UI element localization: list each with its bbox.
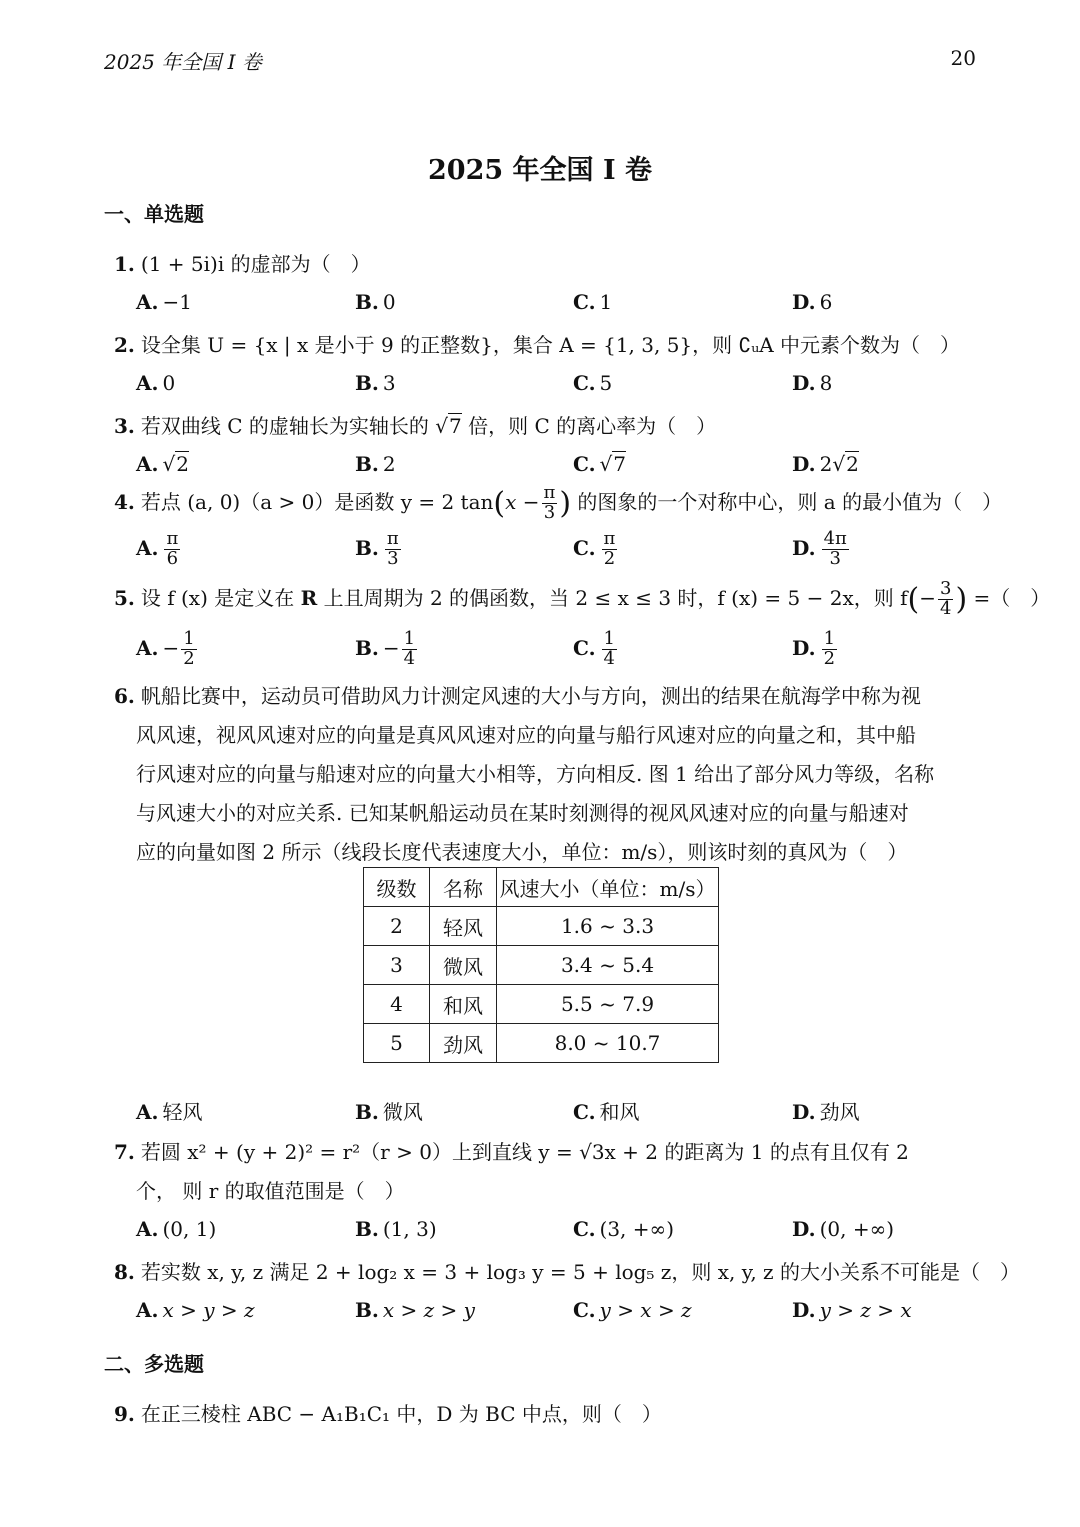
question-text: 若双曲线 C 的虚轴长为实轴长的 <box>140 414 436 438</box>
option-b <box>355 1096 423 1125</box>
paren-open: ( <box>493 485 506 521</box>
sqrt-sign: 2√ <box>819 452 846 476</box>
question-number: 4. <box>114 489 135 514</box>
table-cell: 5 <box>364 1024 430 1063</box>
sqrt-sign: √ <box>162 452 176 476</box>
option-d <box>792 1298 912 1322</box>
question-number: 2. <box>114 333 135 357</box>
option-letter: D. <box>792 1298 816 1322</box>
option-b <box>355 290 396 314</box>
option-text: 8 <box>819 371 833 395</box>
numerator: π <box>543 482 556 503</box>
running-head: 2025 年全国 I 卷 <box>104 50 262 74</box>
question-5-options <box>136 630 1016 678</box>
option-text: x > y > z <box>162 1298 255 1322</box>
option-text: 6 <box>819 290 833 314</box>
question-3 <box>114 410 716 439</box>
option-letter: C. <box>573 290 596 314</box>
table-header: 名称 <box>430 868 497 907</box>
question-number: 3. <box>114 414 135 438</box>
denominator: 3 <box>543 501 556 523</box>
option-text: 轻风 <box>162 1100 203 1124</box>
question-7-options <box>136 1217 1016 1253</box>
question-9 <box>114 1398 662 1427</box>
option-letter: B. <box>355 290 379 314</box>
option-letter: C. <box>573 535 596 560</box>
option-text: (1, 3) <box>382 1217 437 1241</box>
question-number: 5. <box>114 585 135 610</box>
option-text: 0 <box>162 371 176 395</box>
table-cell: 劲风 <box>430 1024 497 1063</box>
question-number: 9. <box>114 1402 135 1426</box>
fraction: $\frac{4\pi}{3}$ <box>823 528 847 569</box>
question-text: 若点 (a, 0)（a > 0）是函数 y = 2 tan <box>140 489 494 514</box>
fraction: $\frac{\pi}{2}$ <box>603 528 616 569</box>
option-d <box>792 452 859 476</box>
option-letter: D. <box>792 452 816 476</box>
option-a <box>136 290 192 314</box>
option-text: 7 <box>613 452 627 476</box>
question-text-end: =（ ） <box>967 585 1051 610</box>
option-text: 和风 <box>599 1100 640 1124</box>
option-letter: A. <box>136 1100 159 1124</box>
question-text: (1 + 5i)i 的虚部为（ ） <box>140 252 371 276</box>
option-text: 劲风 <box>819 1100 860 1124</box>
option-letter: D. <box>792 535 816 560</box>
option-letter: B. <box>355 1100 379 1124</box>
section-heading-single-choice: 一、单选题 <box>104 202 204 226</box>
table-row <box>364 985 719 1024</box>
option-text: x > z > y <box>382 1298 475 1322</box>
option-letter: C. <box>573 1100 596 1124</box>
option-letter: D. <box>792 1100 816 1124</box>
option-a <box>136 530 182 569</box>
denominator: 4 <box>939 597 952 619</box>
question-text: 设 f (x) 是定义在 <box>140 585 301 610</box>
question-line-1: 帆船比赛中，运动员可借助风力计测定风速的大小与方向，测出的结果在航海学中称为视 <box>140 684 921 708</box>
option-text: (0, 1) <box>162 1217 217 1241</box>
question-4 <box>114 484 1002 523</box>
table-cell: 2 <box>364 907 430 946</box>
fraction <box>938 580 953 619</box>
fraction: $\frac{\pi}{6}$ <box>166 528 179 569</box>
question-text-end: 的图象的一个对称中心，则 a 的最小值为（ ） <box>571 489 1003 514</box>
option-b <box>355 530 403 569</box>
question-number: 6. <box>114 684 135 708</box>
paren-open: ( <box>907 581 920 617</box>
option-d <box>792 1217 894 1241</box>
option-letter: B. <box>355 371 379 395</box>
option-a: A. − $\frac{1}{2}$ <box>136 628 195 669</box>
page-number: 20 <box>950 46 976 70</box>
option-letter: A. <box>136 371 159 395</box>
option-text: −1 <box>162 290 192 314</box>
option-letter: C. <box>573 452 596 476</box>
question-6 <box>114 677 980 872</box>
option-text: 2 <box>846 452 859 476</box>
question-2 <box>114 329 960 358</box>
option-b: B. − $\frac{1}{4}$ <box>355 628 416 669</box>
option-letter: B. <box>355 1298 379 1322</box>
radicand: 7 <box>449 414 462 438</box>
wind-level-table <box>363 867 719 1063</box>
option-letter: A. <box>136 1217 159 1241</box>
table-cell: 微风 <box>430 946 497 985</box>
question-text: 设全集 U = {x | x 是小于 9 的正整数}，集合 A = {1, 3, 5}，则 ∁ᵤA 中元素个数为（ ） <box>140 333 961 357</box>
question-4-options <box>136 530 1016 578</box>
document-title: 2025 年全国 I 卷 <box>428 155 652 186</box>
question-1-options <box>136 290 1016 326</box>
option-text: 5 <box>599 371 613 395</box>
table-row <box>364 907 719 946</box>
question-1 <box>114 248 371 277</box>
option-b <box>355 371 396 395</box>
option-letter: C. <box>573 1298 596 1322</box>
question-6-options <box>136 1096 1016 1132</box>
table-cell: 3 <box>364 946 430 985</box>
table-cell: 5.5 ~ 7.9 <box>497 985 719 1024</box>
option-a <box>136 1217 216 1241</box>
question-8 <box>114 1256 1020 1285</box>
option-letter: C. <box>573 371 596 395</box>
option-text: 0 <box>382 290 396 314</box>
option-c <box>573 371 612 395</box>
question-7 <box>114 1136 909 1165</box>
option-b <box>355 1298 475 1322</box>
option-text: 2 <box>382 452 396 476</box>
fraction: $\frac{\pi}{3}$ <box>386 528 399 569</box>
option-text: 1 <box>599 290 613 314</box>
math-expr: x − <box>505 489 540 514</box>
fraction: $\frac{1}{4}$ <box>603 628 615 669</box>
option-d <box>792 1096 860 1125</box>
question-number: 7. <box>114 1140 135 1164</box>
question-line-2: 风风速，视风风速对应的向量是真风风速对应的向量与船行风速对应的向量之和，其中船 <box>136 723 916 747</box>
table-cell: 轻风 <box>430 907 497 946</box>
sqrt-sign: √ <box>435 414 449 438</box>
paren-close: ) <box>559 485 572 521</box>
section-heading-multi-choice: 二、多选题 <box>104 1352 204 1376</box>
table-header-row <box>364 868 719 907</box>
fraction: $\frac{1}{4}$ <box>403 628 416 669</box>
option-letter: D. <box>792 635 816 660</box>
table-cell: 和风 <box>430 985 497 1024</box>
option-c <box>573 1298 692 1322</box>
option-d <box>792 530 851 569</box>
question-3-options <box>136 452 1016 488</box>
question-line-4: 与风速大小的对应关系. 已知某帆船运动员在某时刻测得的视风风速对应的向量与船速对 <box>136 801 909 825</box>
option-text: 微风 <box>382 1100 423 1124</box>
option-c <box>573 630 619 669</box>
fraction: $\frac{1}{2}$ <box>823 628 836 669</box>
option-c <box>573 1096 640 1125</box>
option-b <box>355 452 396 476</box>
question-text: 若实数 x, y, z 满足 2 + log₂ x = 3 + log₃ y = 5 + log₅ z，则 x, y, z 的大小关系不可能是（ ） <box>140 1260 1020 1284</box>
option-letter: B. <box>355 535 379 560</box>
option-letter: C. <box>573 1217 596 1241</box>
question-2-options <box>136 371 1016 407</box>
question-text-mid: 上且周期为 2 的偶函数，当 2 ≤ x ≤ 3 时，f (x) = 5 − 2x，则 f <box>317 585 908 610</box>
option-letter: B. <box>355 635 379 660</box>
option-letter: B. <box>355 1217 379 1241</box>
option-a <box>136 1298 255 1322</box>
option-c <box>573 530 619 569</box>
minus-sign: − <box>919 585 936 610</box>
table-row <box>364 946 719 985</box>
option-text: y > x > z <box>599 1298 692 1322</box>
table-cell: 1.6 ~ 3.3 <box>497 907 719 946</box>
question-line-5: 应的向量如图 2 所示（线段长度代表速度大小，单位：m/s），则该时刻的真风为（ ） <box>136 840 908 864</box>
option-letter: D. <box>792 1217 816 1241</box>
option-letter: C. <box>573 635 596 660</box>
option-d <box>792 290 832 314</box>
question-line-1: 若圆 x² + (y + 2)² = r²（r > 0）上到直线 y = √3x + 2 的距离为 1 的点有且仅有 2 <box>140 1140 909 1164</box>
table-header: 风速大小（单位：m/s） <box>497 868 719 907</box>
option-text: (3, +∞) <box>599 1217 674 1241</box>
fraction <box>542 484 558 523</box>
option-letter: A. <box>136 290 159 314</box>
table-cell: 4 <box>364 985 430 1024</box>
paren-close: ) <box>955 581 968 617</box>
question-number: 1. <box>114 252 135 276</box>
option-text: y > z > x <box>819 1298 912 1322</box>
option-letter: A. <box>136 1298 159 1322</box>
option-d <box>792 371 832 395</box>
option-letter: D. <box>792 290 816 314</box>
question-7-line-2: 个， 则 r 的取值范围是（ ） <box>136 1179 405 1203</box>
real-set-symbol: R <box>300 585 318 610</box>
option-c <box>573 1217 674 1241</box>
question-8-options <box>136 1298 1016 1334</box>
option-letter: B. <box>355 452 379 476</box>
option-letter: A. <box>136 535 159 560</box>
option-letter: A. <box>136 452 159 476</box>
option-letter: D. <box>792 371 816 395</box>
option-a <box>136 1096 202 1125</box>
option-a <box>136 452 189 476</box>
fraction: $\frac{1}{2}$ <box>183 628 195 669</box>
option-c <box>573 290 612 314</box>
option-c <box>573 452 626 476</box>
option-letter: A. <box>136 635 159 660</box>
option-text: (0, +∞) <box>819 1217 895 1241</box>
option-a <box>136 371 175 395</box>
question-line-3: 行风速对应的向量与船速对应的向量大小相等，方向相反. 图 1 给出了部分风力等级，名称 <box>136 762 935 786</box>
table-header: 级数 <box>364 868 430 907</box>
option-text: 2 <box>176 452 189 476</box>
question-text-end: 倍，则 C 的离心率为（ ） <box>461 414 717 438</box>
numerator: 3 <box>939 578 952 599</box>
option-d <box>792 630 839 669</box>
question-5 <box>114 580 1050 619</box>
sqrt-sign: √ <box>599 452 613 476</box>
question-number: 8. <box>114 1260 135 1284</box>
option-b <box>355 1217 437 1241</box>
table-row <box>364 1024 719 1063</box>
table-cell: 8.0 ~ 10.7 <box>497 1024 719 1063</box>
question-text: 在正三棱柱 ABC − A₁B₁C₁ 中，D 为 BC 中点，则（ ） <box>140 1402 662 1426</box>
option-text: 3 <box>382 371 396 395</box>
table-cell: 3.4 ~ 5.4 <box>497 946 719 985</box>
